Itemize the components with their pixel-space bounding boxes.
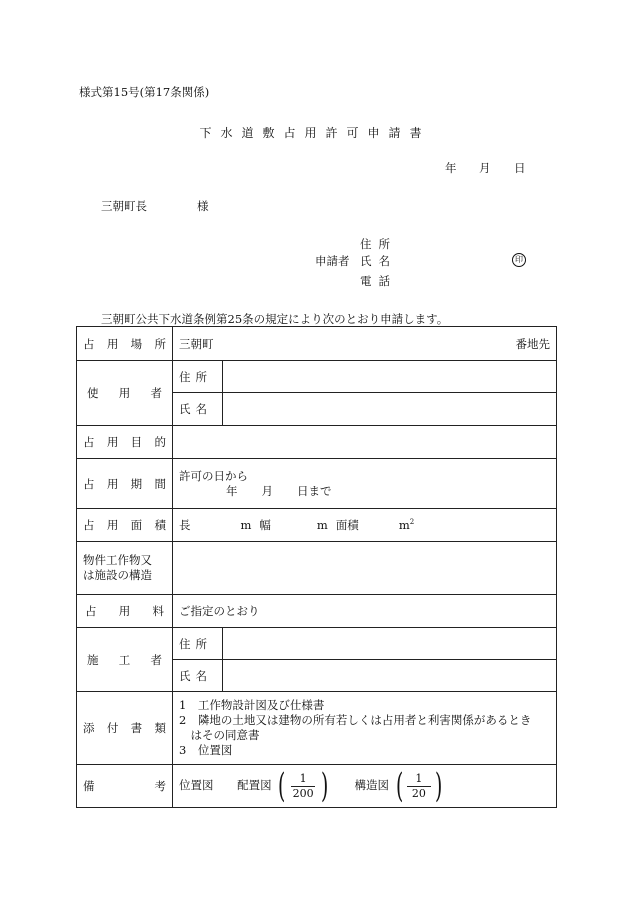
applicant-address-label: 住所: [360, 237, 397, 251]
user-label: 使 用 者: [87, 386, 162, 400]
contractor-address-value[interactable]: [223, 628, 557, 660]
form-number: 様式第15号(第17条関係): [79, 85, 210, 99]
layout-scale-denominator: 200: [292, 786, 314, 800]
contractor-name-label-cell: [173, 660, 223, 692]
row-location: [77, 327, 557, 361]
contractor-name-value[interactable]: [223, 660, 557, 692]
period-line1: 許可の日から: [179, 468, 248, 483]
user-label-cell: [77, 361, 173, 426]
user-address-value[interactable]: [223, 361, 557, 393]
layout-scale: ( $\frac{1}{200}$ ): [278, 766, 328, 806]
user-name-label-cell: [173, 393, 223, 426]
contractor-address-label-cell: [173, 628, 223, 660]
applicant-phone-label: 電話: [360, 274, 397, 288]
structure-label-line2: は施設の構造: [83, 568, 152, 582]
row-contractor-address: [77, 628, 557, 660]
remarks-label-cell: [77, 765, 173, 808]
statement-text: 三朝町公共下水道条例第25条の規定により次のとおり申請します。: [101, 312, 449, 326]
purpose-label-cell: [77, 426, 173, 459]
area-label: 占 用 面 積: [83, 518, 166, 532]
area-value[interactable]: 長 m 幅 m 面積 $m^2$: [173, 509, 557, 542]
recipient-name: 三朝町長: [101, 199, 147, 213]
structure-scale-numerator: 1: [407, 772, 431, 787]
row-user-address: [77, 361, 557, 393]
location-map-label: 位置図: [179, 778, 214, 792]
structure-label-line1: 物件工作物又: [83, 553, 152, 567]
row-attachments: [77, 692, 557, 765]
area-label-cell: [77, 509, 173, 542]
purpose-value[interactable]: [173, 426, 557, 459]
date-month: 月: [479, 161, 491, 175]
seal-mark: 印: [512, 253, 526, 267]
contractor-name-label: 氏 名: [179, 668, 207, 683]
location-prefix: 三朝町: [179, 336, 214, 351]
layout-map-label: 配置図: [237, 778, 272, 792]
location-suffix: 番地先: [515, 336, 550, 351]
layout-scale-numerator: 1: [291, 772, 315, 787]
contractor-label-cell: [77, 628, 173, 692]
user-name-label: 氏 名: [179, 402, 207, 416]
contractor-label: 施 工 者: [87, 652, 162, 667]
location-label: 占 用 場 所: [83, 336, 166, 351]
structure-scale: ( $\frac{1}{20}$ ): [395, 766, 443, 806]
user-name-value[interactable]: [223, 393, 557, 426]
application-table: [76, 326, 557, 808]
purpose-label: 占 用 目 的: [83, 435, 166, 449]
attachment-item: 1 工作物設計図及び仕様書: [179, 698, 325, 712]
period-label: 占 用 期 間: [83, 476, 166, 491]
fee-label: 占 用 料: [85, 604, 164, 618]
attachments-label: 添 付 書 類: [83, 721, 166, 735]
period-label-cell: [77, 459, 173, 509]
remarks-value: [173, 765, 557, 808]
row-period: [77, 459, 557, 509]
location-label-cell: [77, 327, 173, 361]
location-value-cell[interactable]: [173, 327, 557, 361]
row-structure: [77, 542, 557, 595]
period-value[interactable]: [173, 459, 557, 509]
structure-value[interactable]: [173, 542, 557, 595]
attachments-label-cell: [77, 692, 173, 765]
user-address-label: 住 所: [179, 369, 207, 384]
attachment-item: 2 隣地の土地又は建物の所有若しくは占用者と利害関係があるとき: [179, 713, 532, 727]
row-area: [77, 509, 557, 542]
recipient-honorific: 様: [197, 199, 209, 213]
attachment-item: はその同意書: [179, 728, 260, 742]
date-year: 年: [445, 161, 457, 175]
fee-label-cell: [77, 595, 173, 628]
remarks-label: 備 考: [83, 779, 166, 793]
row-remarks: [77, 765, 557, 808]
contractor-address-label: 住 所: [179, 636, 207, 651]
fee-value[interactable]: ご指定のとおり: [173, 595, 557, 628]
document-title: 下水道敷占用許可申請書: [199, 126, 431, 140]
attachments-list: [173, 692, 557, 765]
structure-scale-denominator: 20: [411, 786, 426, 800]
structure-map-label: 構造図: [354, 778, 389, 792]
applicant-label: 申請者: [315, 254, 350, 268]
date-day: 日: [514, 161, 526, 175]
row-purpose: [77, 426, 557, 459]
applicant-name-label: 氏名: [360, 254, 397, 268]
period-line2: 年 月 日まで: [226, 483, 332, 498]
structure-label-cell: [77, 542, 173, 595]
recipient: [101, 198, 209, 214]
row-fee: [77, 595, 557, 628]
attachment-item: 3 位置図: [179, 743, 233, 757]
user-address-label-cell: [173, 361, 223, 393]
